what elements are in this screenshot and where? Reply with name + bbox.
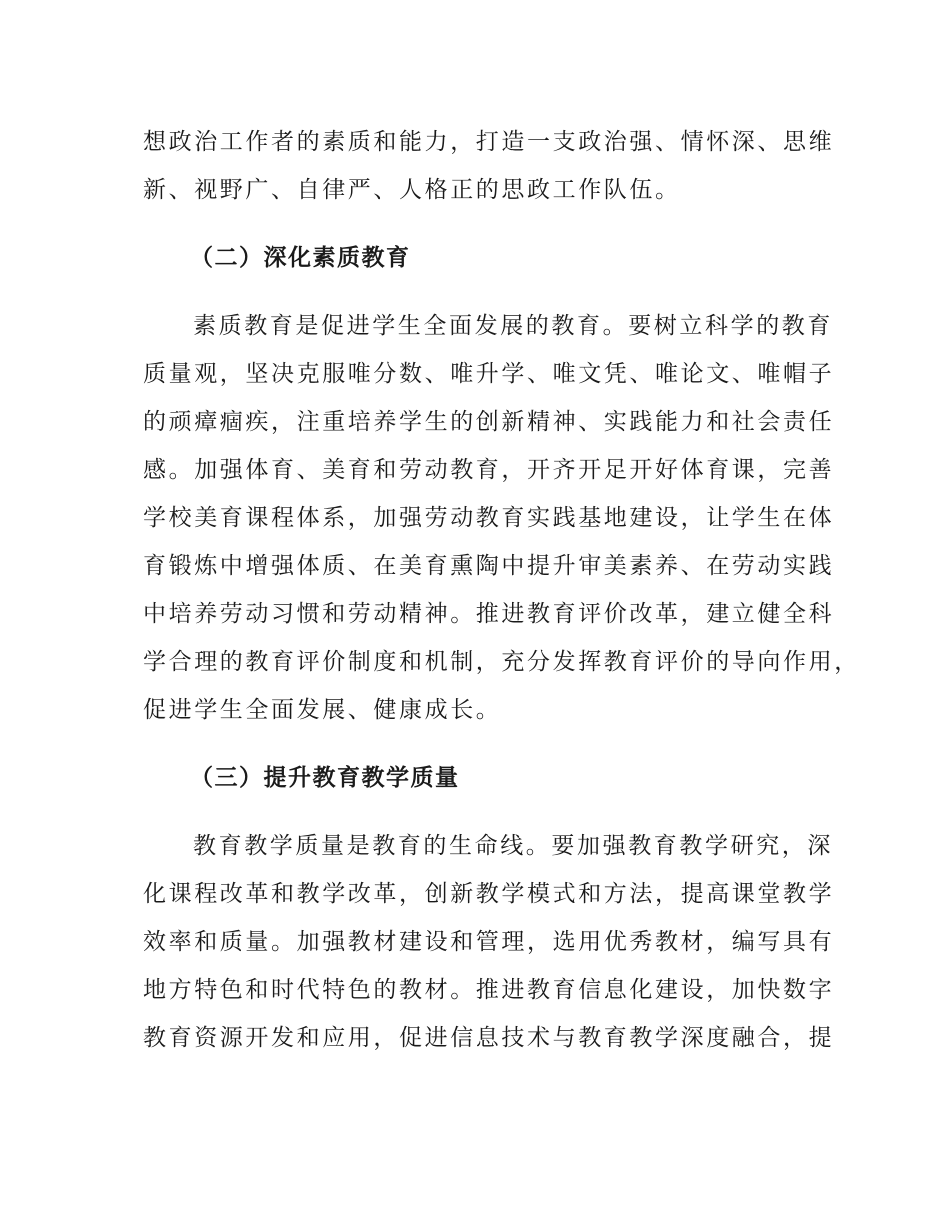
paragraph-line: 质量观，坚决克服唯分数、唯升学、唯文凭、唯论文、唯帽子 [143, 361, 835, 387]
paragraph-line: 地方特色和时代特色的教材。推进教育信息化建设，加快数字 [143, 977, 835, 1003]
paragraph-line: 育锻炼中增强体质、在美育熏陶中提升审美素养、在劳动实践 [143, 553, 835, 579]
paragraph-line: 促进学生全面发展、健康成长。 [143, 697, 502, 723]
paragraph-line: 中培养劳动习惯和劳动精神。推进教育评价改革，建立健全科 [143, 601, 835, 627]
paragraph-line: 新、视野广、自律严、人格正的思政工作队伍。 [143, 177, 681, 203]
paragraph-line: 教育资源开发和应用，促进信息技术与教育教学深度融合，提 [143, 1025, 835, 1051]
paragraph-line: 学合理的教育评价制度和机制，充分发挥教育评价的导向作用， [143, 649, 860, 675]
paragraph-line: 教育教学质量是教育的生命线。要加强教育教学研究，深 [193, 833, 833, 859]
paragraph-line: 效率和质量。加强教材建设和管理，选用优秀教材，编写具有 [143, 929, 835, 955]
section-heading-quality-education: （二）深化素质教育 [190, 245, 411, 271]
paragraph-line: 学校美育课程体系，加强劳动教育实践基地建设，让学生在体 [143, 505, 835, 531]
paragraph-line: 想政治工作者的素质和能力，打造一支政治强、情怀深、思维 [143, 129, 835, 155]
paragraph-line: 化课程改革和教学改革，创新教学模式和方法，提高课堂教学 [143, 881, 835, 907]
paragraph-line: 的顽瘴痼疾，注重培养学生的创新精神、实践能力和社会责任 [143, 409, 835, 435]
section-heading-teaching-quality: （三）提升教育教学质量 [190, 765, 460, 791]
paragraph-line: 感。加强体育、美育和劳动教育，开齐开足开好体育课，完善 [143, 457, 835, 483]
paragraph-line: 素质教育是促进学生全面发展的教育。要树立科学的教育 [193, 313, 833, 339]
